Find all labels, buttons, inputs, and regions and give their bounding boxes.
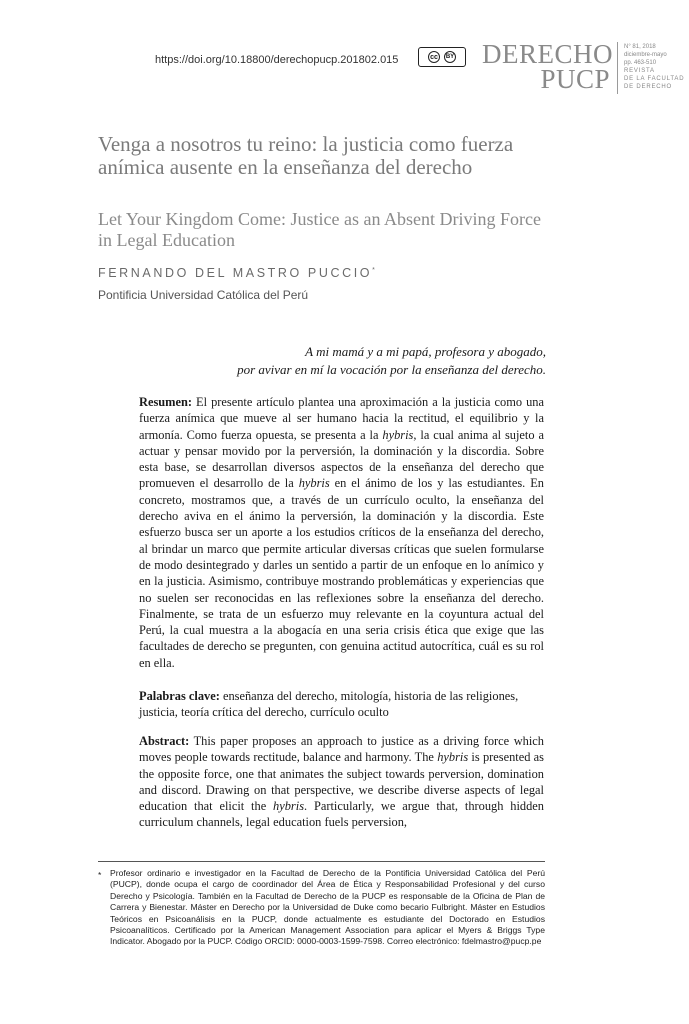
resumen-label: Resumen: [139,395,192,409]
issue-number: N° 81, 2018 [624,44,656,50]
attribution-icon: BY [444,51,456,63]
abstract-paragraph: Abstract: This paper proposes an approach to justice as a driving force which moves people towards rectitude, balance and harmony. The hybris is presented as the opposite force, one that animates the subject towards perversion, domination and discord. Drawing on that perspective, we describe diverse aspects of legal education that elicit the hybris. Particularly, we argue that, through hidden curriculum channels, legal education fuels perversion, [139,734,544,830]
journal-subtitle-2: DE LA FACULTAD [624,76,685,82]
abstract-label: Abstract: [139,734,190,748]
creative-commons-license-badge [418,47,466,67]
journal-logo [482,39,613,94]
journal-divider [617,42,618,94]
footnote-divider [98,861,545,862]
cc-icon: cc [428,51,440,63]
footnote-mark: * [98,870,102,880]
dedication [216,343,546,379]
journal-subtitle-1: REVISTA [624,68,655,74]
resumen-paragraph: Resumen: El presente artículo plantea una aproximación a la justicia como una fuerza anímica que mueve al ser humano hacia la rectitud, el equilibrio y la armonía. Como fuerza opuesta, se presenta a la hybris, la cual anima al sujeto a actuar y pensar movido por la perversión, la dominación y la discordia. Sobre esta base, se desarrollan diversos aspectos de la enseñanza del derecho que promueven el desarrollo de la hybris en el ánimo de los y las estudiantes. En concreto, mostramos que, a través de un currículo oculto, la enseñanza del derecho aviva en el ánimo la perversión, la dominación y la discordia. Este esfuerzo busca ser un aporte a los estudios críticos de la enseñanza del derecho, al brindar un marco que permite articular diversas críticas que suelen formularse de modo desintegrado y darles un sentido a partir de un enfoque en lo anímico y en la justicia. Asimismo, contribuye mostrando problemáticas y experiencias que no suelen ser reconocidas en las reflexiones sobre la enseñanza del derecho. Finalmente, se trata de un esfuerzo muy relevante en la coyuntura actual del Perú, la cual muestra a la abogacía en una seria crisis ética que exige que las facultades de derecho se pregunten, con genuina actitud autocrítica, cuál es su rol en ella. [139,395,544,670]
dedication-line-1: A mi mamá y a mi papá, profesora y abogado, [305,344,546,359]
journal-logo-line2: PUCP [540,64,610,94]
issue-pages: pp. 463-510 [624,60,657,66]
author-name: FERNANDO DEL MASTRO PUCCIO* [98,266,375,280]
article-title-spanish: Venga a nosotros tu reino: la justicia como fuerza anímica ausente en la enseñanza del derecho [98,132,514,179]
doi-link[interactable]: https://doi.org/10.18800/derechopucp.201802.015 [155,54,399,66]
issue-dates: diciembre-mayo [624,52,667,58]
keywords-paragraph: Palabras clave: enseñanza del derecho, mitología, historia de las religiones, justicia, teoría crítica del derecho, currículo oculto [139,689,519,720]
journal-logo-line1: DERECHO [482,39,613,69]
keywords-label: Palabras clave: [139,689,220,703]
dedication-line-2: por avivar en mí la vocación por la enseñanza del derecho. [237,362,546,377]
author-affiliation: Pontificia Universidad Católica del Perú [98,288,309,302]
author-footnote-mark[interactable]: * [372,266,375,274]
journal-subtitle-3: DE DERECHO [624,84,673,90]
author-footnote: Profesor ordinario e investigador en la Facultad de Derecho de la Pontificia Universidad Católica del Perú (PUCP), donde ocupa el cargo de coordinador del Área de Ética y Responsabilidad Profesional y del curso Derecho y Psicología. También en la Facultad de Derecho de la PUCP es responsable de la Oficina de Plan de Carrera y Bienestar. Máster en Derecho por la Universidad de Duke como becario Fulbright. Máster en Estudios Teóricos en Psicoanálisis en la PUCP, donde actualmente es estudiante del Doctorado en Estudios Psicoanalíticos. Certificado por la American Management Association para aplicar el Myers & Briggs Type Indicator. Abogado por la PUCP. Código ORCID: 0000-0003-1599-7598. Correo electrónico: fdelmastro@pucp.pe [110,868,545,947]
article-title-english: Let Your Kingdom Come: Justice as an Absent Driving Force in Legal Education [98,209,541,250]
journal-issue-info [624,43,684,91]
